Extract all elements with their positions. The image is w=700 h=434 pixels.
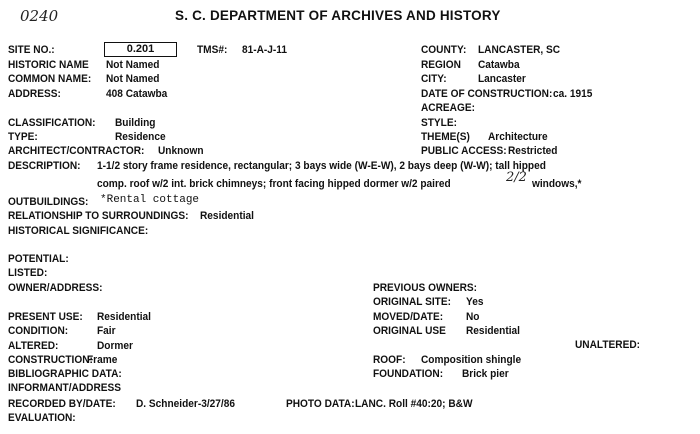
foundation-value: Brick pier [462, 368, 509, 380]
evaluation-label: EVALUATION: [8, 412, 76, 424]
region-value: Catawba [478, 59, 520, 71]
owner-address-label: OWNER/ADDRESS: [8, 282, 103, 294]
unaltered-label: UNALTERED: [575, 339, 641, 351]
public-access-value: Restricted [508, 145, 558, 157]
public-access-label: PUBLIC ACCESS: [421, 145, 507, 157]
architect-value: Unknown [158, 145, 204, 157]
original-site-value: Yes [466, 296, 484, 308]
description-line-2: comp. roof w/2 int. brick chimneys; front facing hipped dormer w/2 paired [97, 178, 451, 190]
roof-label: ROOF: [373, 354, 406, 366]
photo-data-value: LANC. Roll #40:20; B&W [355, 398, 473, 410]
condition-label: CONDITION: [8, 325, 69, 337]
acreage-label: ACREAGE: [421, 102, 475, 114]
relationship-value: Residential [200, 210, 254, 222]
type-label: TYPE: [8, 131, 38, 143]
construction-date-label: DATE OF CONSTRUCTION: [421, 88, 553, 100]
region-label: REGION [421, 59, 461, 71]
moved-date-label: MOVED/DATE: [373, 311, 444, 323]
description-line-2-end: windows,* [532, 178, 582, 190]
description-line-1: 1-1/2 story frame residence, rectangular; 3 bays wide (W-E-W), 2 bays deep (W-W); tall hipped [97, 160, 546, 172]
construction-value: Frame [87, 354, 118, 366]
outbuildings-value: *Rental cottage [100, 194, 200, 206]
altered-value: Dormer [97, 340, 133, 352]
original-use-label: ORIGINAL USE [373, 325, 446, 337]
recorded-by-label: RECORDED BY/DATE: [8, 398, 116, 410]
original-use-value: Residential [466, 325, 520, 337]
construction-label: CONSTRUCTION: [8, 354, 93, 366]
relationship-label: RELATIONSHIP TO SURROUNDINGS: [8, 210, 189, 222]
historic-name-value: Not Named [106, 59, 160, 71]
city-value: Lancaster [478, 73, 526, 85]
informant-label: INFORMANT/ADDRESS [8, 382, 122, 394]
tms-value: 81-A-J-11 [242, 44, 288, 56]
county-value: LANCASTER, SC [478, 44, 561, 56]
present-use-label: PRESENT USE: [8, 311, 83, 323]
themes-value: Architecture [488, 131, 548, 143]
listed-label: LISTED: [8, 267, 48, 279]
classification-value: Building [115, 117, 156, 129]
foundation-label: FOUNDATION: [373, 368, 444, 380]
bibliographic-label: BIBLIOGRAPHIC DATA: [8, 368, 122, 380]
site-no-value: 0.201 [126, 43, 155, 55]
outbuildings-label: OUTBUILDINGS: [8, 196, 89, 208]
form-number: 0240 [20, 7, 59, 25]
tms-label: TMS#: [197, 44, 228, 56]
original-site-label: ORIGINAL SITE: [373, 296, 451, 308]
previous-owners-label: PREVIOUS OWNERS: [373, 282, 478, 294]
architect-label: ARCHITECT/CONTRACTOR: [8, 145, 145, 157]
style-label: STYLE: [421, 117, 457, 129]
historic-name-label: HISTORIC NAME [8, 59, 89, 71]
county-label: COUNTY: [421, 44, 467, 56]
address-value: 408 Catawba [106, 88, 168, 100]
city-label: CITY: [421, 73, 447, 85]
historical-significance-label: HISTORICAL SIGNIFICANCE: [8, 225, 149, 237]
roof-value: Composition shingle [421, 354, 522, 366]
address-label: ADDRESS: [8, 88, 61, 100]
common-name-value: Not Named [106, 73, 160, 85]
type-value: Residence [115, 131, 166, 143]
present-use-value: Residential [97, 311, 151, 323]
themes-label: THEME(S) [421, 131, 470, 143]
description-fraction: 2/2 [506, 170, 527, 185]
common-name-label: COMMON NAME: [8, 73, 92, 85]
classification-label: CLASSIFICATION: [8, 117, 96, 129]
condition-value: Fair [97, 325, 116, 337]
potential-label: POTENTIAL: [8, 253, 69, 265]
page-title: S. C. DEPARTMENT OF ARCHIVES AND HISTORY [175, 8, 501, 23]
moved-date-value: No [466, 311, 480, 323]
altered-label: ALTERED: [8, 340, 59, 352]
recorded-by-value: D. Schneider-3/27/86 [136, 398, 236, 410]
site-no-label: SITE NO.: [8, 44, 55, 56]
construction-date-value: ca. 1915 [553, 88, 593, 100]
description-label: DESCRIPTION: [8, 160, 81, 172]
photo-data-label: PHOTO DATA: [286, 398, 355, 410]
